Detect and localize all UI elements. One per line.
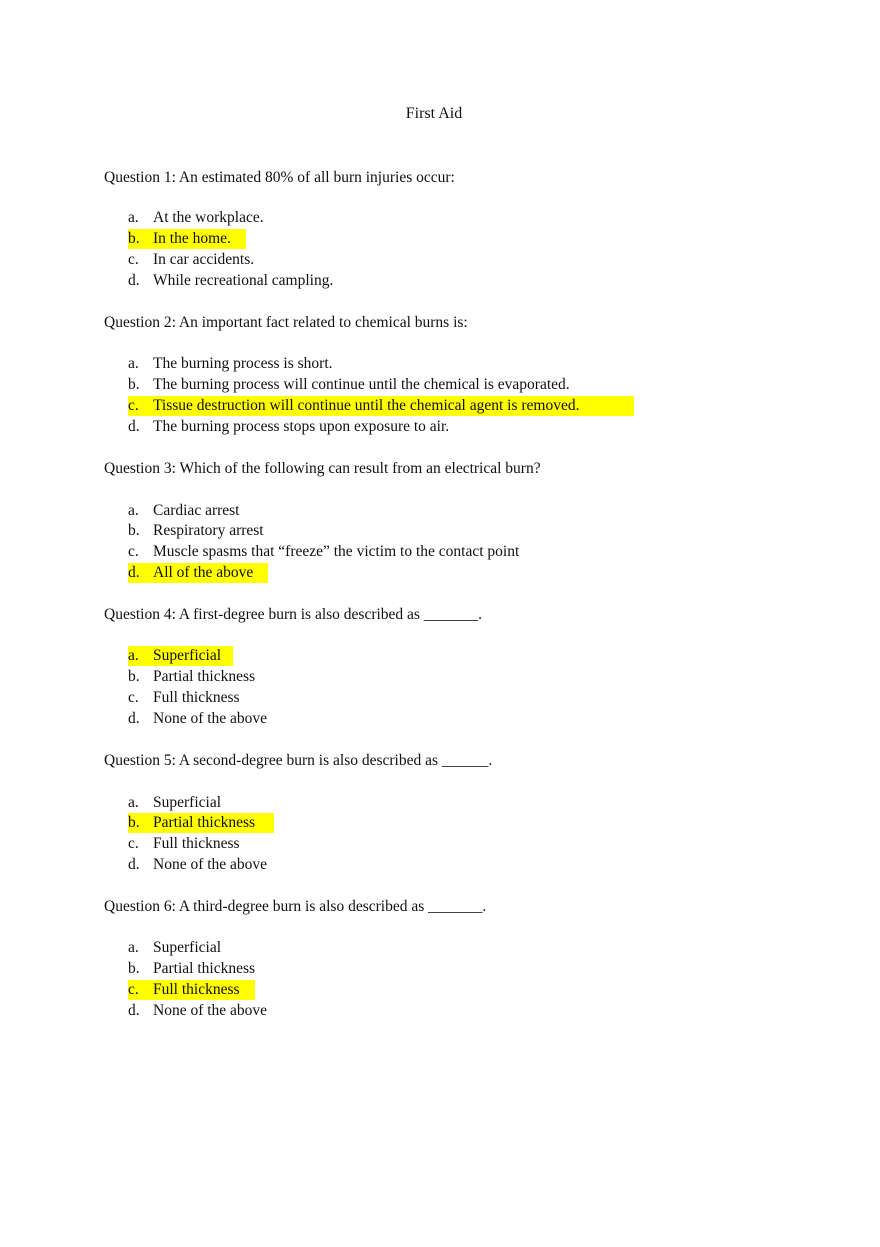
option-text: Superficial <box>153 939 222 956</box>
option-text: Superficial <box>153 647 222 664</box>
option-text: All of the above <box>153 564 254 581</box>
option-text: The burning process stops upon exposure to air. <box>153 418 450 435</box>
q6-option-d <box>128 1001 267 1021</box>
q1-option-d <box>128 271 333 291</box>
q2-option-c <box>128 396 634 416</box>
q5-option-a <box>128 793 221 813</box>
option-letter: a. <box>128 209 139 226</box>
option-text: Partial thickness <box>153 814 256 831</box>
q1-option-a <box>128 208 264 228</box>
option-text: The burning process is short. <box>153 355 333 372</box>
option-letter: b. <box>128 522 140 539</box>
option-text: Full thickness <box>153 689 240 706</box>
q3-option-a <box>128 501 240 521</box>
option-letter: d. <box>128 564 140 581</box>
q5-option-b <box>128 813 274 833</box>
option-letter: a. <box>128 355 139 372</box>
option-text: Cardiac arrest <box>153 502 240 519</box>
question-1: Question 1: An estimated 80% of all burn injuries occur: <box>104 169 455 186</box>
option-letter: b. <box>128 668 140 685</box>
option-text: Full thickness <box>153 835 240 852</box>
q1-option-b <box>128 229 246 249</box>
option-text: None of the above <box>153 710 268 727</box>
q2-option-d <box>128 417 449 437</box>
option-letter: c. <box>128 689 139 706</box>
option-letter: d. <box>128 856 140 873</box>
q6-option-a <box>128 938 221 958</box>
option-letter: a. <box>128 647 139 664</box>
option-text: Muscle spasms that “freeze” the victim to the contact point <box>153 543 520 560</box>
option-letter: d. <box>128 710 140 727</box>
q4-option-a <box>128 646 233 666</box>
q6-option-c <box>128 980 255 1000</box>
option-letter: b. <box>128 814 140 831</box>
option-letter: a. <box>128 502 139 519</box>
option-text: At the workplace. <box>153 209 264 226</box>
q4-option-d <box>128 709 267 729</box>
option-letter: d. <box>128 1002 140 1019</box>
option-letter: a. <box>128 939 139 956</box>
option-letter: c. <box>128 981 139 998</box>
q1-option-c <box>128 250 254 270</box>
option-text: Respiratory arrest <box>153 522 264 539</box>
option-letter: c. <box>128 543 139 560</box>
option-text: Partial thickness <box>153 960 256 977</box>
option-letter: b. <box>128 960 140 977</box>
option-text: While recreational campling. <box>153 272 334 289</box>
option-letter: c. <box>128 397 139 414</box>
question-2: Question 2: An important fact related to chemical burns is: <box>104 314 468 331</box>
option-text: In car accidents. <box>153 251 255 268</box>
q6-option-b <box>128 959 255 979</box>
question-3: Question 3: Which of the following can result from an electrical burn? <box>104 460 541 477</box>
option-text: The burning process will continue until the chemical is evaporated. <box>153 376 570 393</box>
option-letter: a. <box>128 794 139 811</box>
page-title: First Aid <box>405 105 463 122</box>
q5-option-c <box>128 834 240 854</box>
option-letter: d. <box>128 272 140 289</box>
option-letter: c. <box>128 835 139 852</box>
option-letter: b. <box>128 230 140 247</box>
option-text: None of the above <box>153 856 268 873</box>
q4-option-c <box>128 688 240 708</box>
q5-option-d <box>128 855 267 875</box>
q3-option-c <box>128 542 519 562</box>
q2-option-a <box>128 354 333 374</box>
q2-option-b <box>128 375 570 395</box>
option-letter: b. <box>128 376 140 393</box>
option-text: Superficial <box>153 794 222 811</box>
question-6: Question 6: A third-degree burn is also described as _______. <box>104 898 487 915</box>
option-letter: c. <box>128 251 139 268</box>
option-text: In the home. <box>153 230 231 247</box>
q3-option-d <box>128 563 268 583</box>
option-text: Tissue destruction will continue until the chemical agent is removed. <box>153 397 580 414</box>
option-text: Full thickness <box>153 981 240 998</box>
question-5: Question 5: A second-degree burn is also described as ______. <box>104 752 493 769</box>
option-letter: d. <box>128 418 140 435</box>
option-text: Partial thickness <box>153 668 256 685</box>
option-text: None of the above <box>153 1002 268 1019</box>
q3-option-b <box>128 521 264 541</box>
question-4: Question 4: A first-degree burn is also described as _______. <box>104 606 482 623</box>
q4-option-b <box>128 667 255 687</box>
